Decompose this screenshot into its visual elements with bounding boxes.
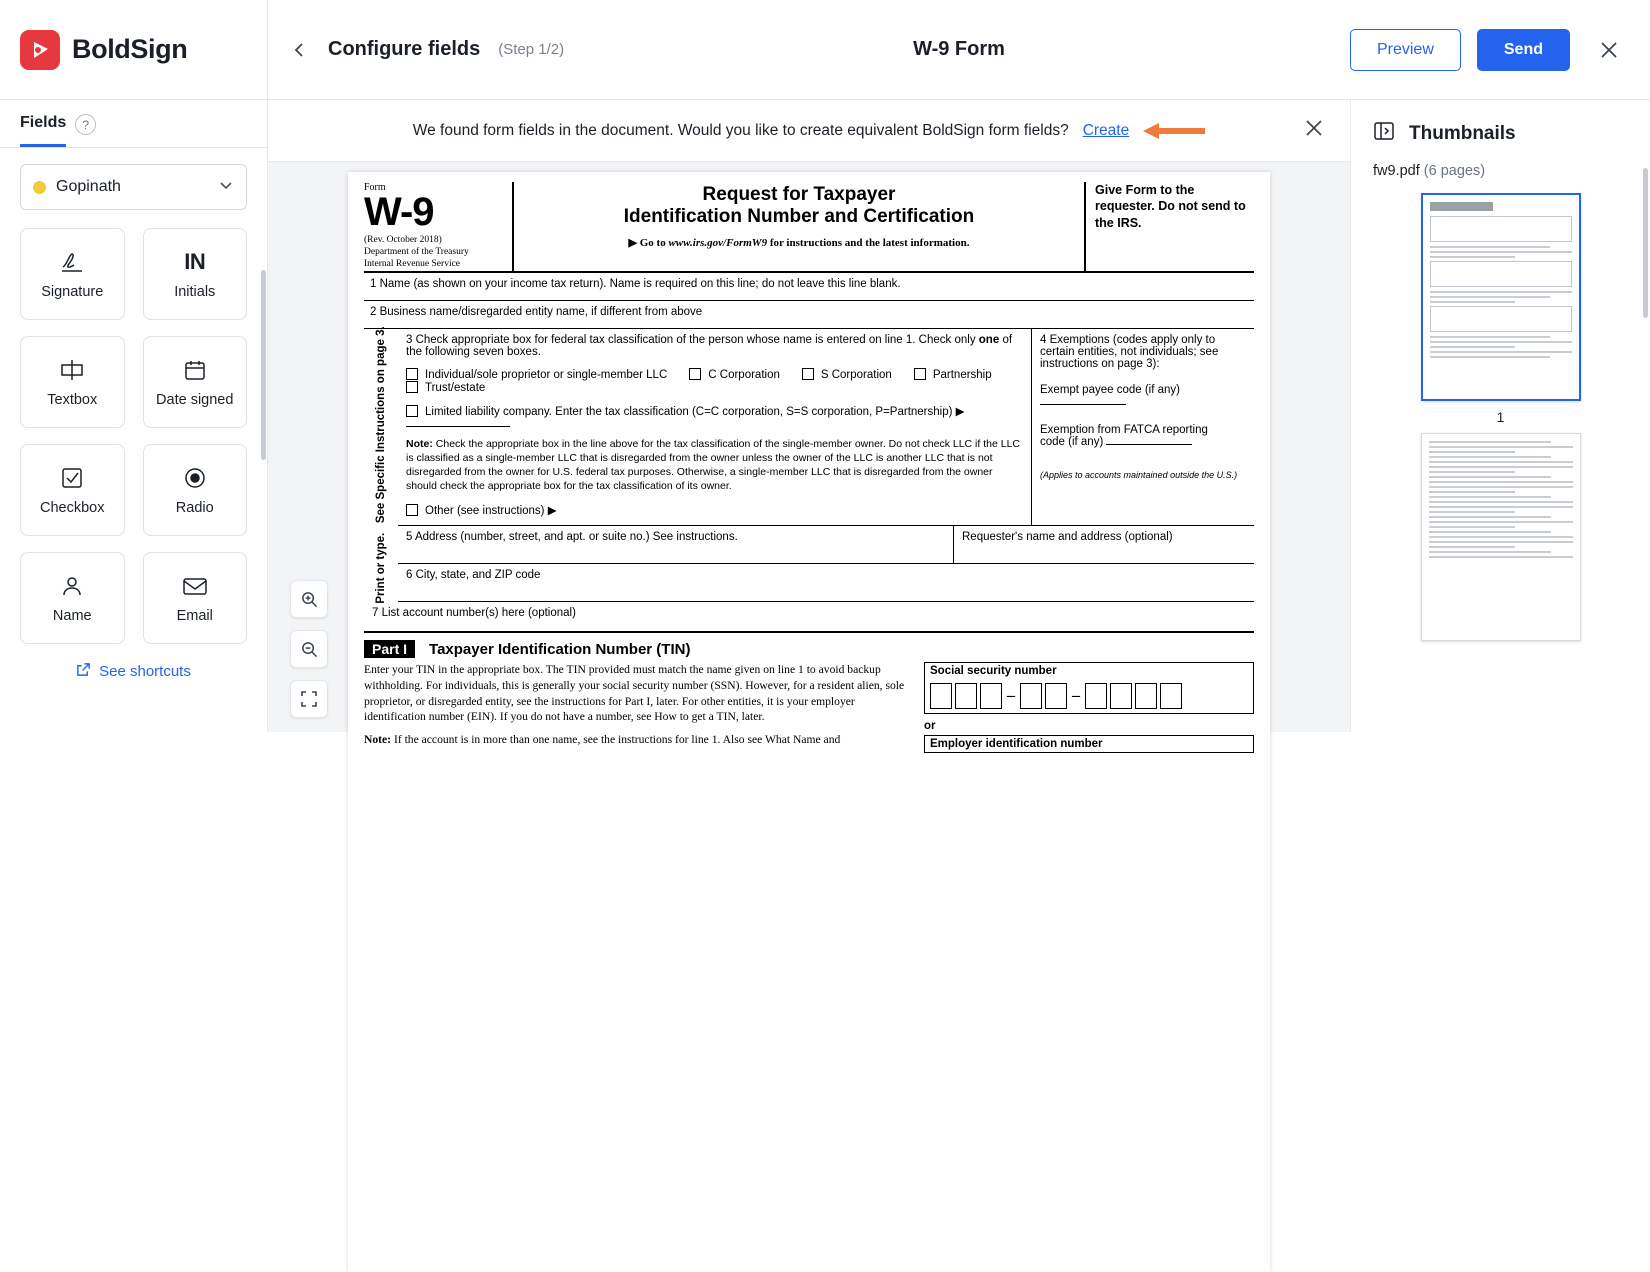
brand-name: BoldSign xyxy=(72,34,188,64)
fields-sidebar xyxy=(0,100,268,732)
part1-title: Taxpayer Identification Number (TIN) xyxy=(429,640,691,658)
field-label: Checkbox xyxy=(40,499,105,516)
thumbnails-panel-icon[interactable] xyxy=(1373,120,1395,147)
sidebar-scrollbar[interactable] xyxy=(261,270,266,460)
boldsign-logo-icon xyxy=(20,30,60,70)
w9-line-6: 6 City, state, and ZIP code xyxy=(398,564,1254,602)
checkbox-other[interactable] xyxy=(406,503,1023,517)
initials-icon: IN xyxy=(184,248,206,274)
w9-part1-body xyxy=(364,662,1254,753)
part1-text: Enter your TIN in the appropriate box. The TIN provided must match the name given on line 1 to avoid backup withholding. For individuals, this is generally your social security number (SSN). However, for a resident alien, sole proprietor, or disregarded entity, see the instructions for Part I, later. For other entities, it is your employer identification number (EIN). If you do not have a number, see How to get a TIN, later. xyxy=(364,663,905,724)
see-shortcuts-label: See shortcuts xyxy=(99,663,191,680)
vertical-note-text: Print or type. See Specific Instructions on page 3. xyxy=(375,326,387,605)
field-signature[interactable] xyxy=(20,228,125,320)
form-service: Internal Revenue Service xyxy=(364,258,461,269)
w9-line-5: 5 Address (number, street, and apt. or suite no.) See instructions. xyxy=(398,526,954,563)
page-count: (6 pages) xyxy=(1423,163,1486,179)
file-name: fw9.pdf xyxy=(1373,163,1420,179)
w9-body xyxy=(364,326,1254,605)
w9-form-id xyxy=(364,182,512,271)
line3-tail: of the following seven boxes. xyxy=(406,333,1013,358)
field-label: Initials xyxy=(174,283,216,300)
envelope-icon xyxy=(182,573,208,599)
thumbnail-page-1[interactable] xyxy=(1421,193,1581,401)
line3-bold: one xyxy=(978,333,1000,346)
notice-close-icon[interactable] xyxy=(1304,118,1324,143)
part1-note: If the account is in more than one name, see the instructions for line 1. Also see What Name and xyxy=(393,732,841,746)
ssn-label: Social security number xyxy=(924,662,1254,679)
field-label: Signature xyxy=(41,283,104,300)
form-fields-notice xyxy=(268,100,1350,162)
exempt-payee-label: Exempt payee code (if any) xyxy=(1040,383,1180,396)
person-icon xyxy=(60,573,84,599)
w9-header xyxy=(364,182,1254,273)
thumbnail-page-2[interactable] xyxy=(1421,433,1581,641)
field-name[interactable] xyxy=(20,552,125,644)
w9-vertical-note xyxy=(364,326,398,605)
external-link-icon xyxy=(76,662,91,681)
llc-note xyxy=(406,437,1023,494)
zoom-out-icon[interactable] xyxy=(290,630,328,668)
requester-address: Requester's name and address (optional) xyxy=(962,531,1173,544)
header-actions xyxy=(1350,29,1626,71)
checkbox-label: C Corporation xyxy=(708,368,780,381)
fit-screen-icon[interactable] xyxy=(290,680,328,718)
app-body xyxy=(0,100,1650,751)
field-initials[interactable] xyxy=(143,228,248,320)
llc-label: Limited liability company. Enter the tax classification (C=C corporation, S=S corporation, P=Partnership) ▶ xyxy=(425,405,965,418)
step-indicator: (Step 1/2) xyxy=(498,41,565,58)
w9-line-4 xyxy=(1032,329,1254,526)
field-label: Radio xyxy=(175,499,214,516)
signature-icon xyxy=(59,249,86,275)
signer-select[interactable] xyxy=(20,164,247,210)
checkbox-label: Individual/sole proprietor or single-member LLC xyxy=(425,368,668,381)
w9-main-block xyxy=(398,329,1254,603)
signer-name: Gopinath xyxy=(56,178,121,195)
calendar-icon xyxy=(183,357,207,383)
checkbox-individual[interactable] xyxy=(406,368,667,381)
field-radio[interactable] xyxy=(143,444,248,536)
field-label: Date signed xyxy=(156,391,234,408)
checkbox-icon xyxy=(60,465,84,491)
page-title: Configure fields xyxy=(328,38,481,60)
checkbox-llc[interactable] xyxy=(406,404,1023,430)
form-label: Form xyxy=(364,182,386,193)
or-label: or xyxy=(924,720,936,733)
w9-line-7: 7 List account number(s) here (optional) xyxy=(364,602,1254,633)
thumbnail-list xyxy=(1351,179,1650,641)
checkbox-trust-estate[interactable] xyxy=(406,381,485,394)
thumbnail-preview xyxy=(1430,202,1572,392)
textbox-icon xyxy=(59,357,85,383)
checkbox-c-corp[interactable] xyxy=(689,368,780,381)
chevron-left-icon[interactable] xyxy=(286,36,314,64)
field-checkbox[interactable] xyxy=(20,444,125,536)
form-revision: (Rev. October 2018) xyxy=(364,235,442,245)
ein-label: Employer identification number xyxy=(924,735,1254,753)
goto-url: www.irs.gov/FormW9 xyxy=(668,236,768,249)
w9-line-2: 2 Business name/disregarded entity name, if different from above xyxy=(364,301,1254,329)
document-area xyxy=(268,100,1350,751)
goto-suffix: for instructions and the latest information. xyxy=(769,236,970,249)
field-label: Textbox xyxy=(47,391,98,408)
see-shortcuts-link[interactable] xyxy=(0,662,267,681)
create-fields-link[interactable]: Create xyxy=(1082,121,1130,139)
form-title-line1: Request for Taxpayer xyxy=(702,184,896,205)
give-form-note: Give Form to the requester. Do not send to the IRS. xyxy=(1095,183,1246,230)
zoom-in-icon[interactable] xyxy=(290,580,328,618)
thumbnails-scrollbar[interactable] xyxy=(1643,168,1648,318)
thumbnail-page-number: 1 xyxy=(1496,409,1505,425)
checkbox-s-corp[interactable] xyxy=(802,368,892,381)
signer-color-dot xyxy=(33,181,46,194)
part1-tag: Part I xyxy=(364,640,415,658)
send-button[interactable]: Send xyxy=(1477,29,1570,71)
part1-note-label: Note: xyxy=(364,732,392,746)
zoom-controls xyxy=(290,580,328,718)
checkbox-label: S Corporation xyxy=(820,368,892,381)
help-icon[interactable]: ? xyxy=(75,114,96,135)
note-text: Check the appropriate box in the line above for the tax classification of the single-member owner. Do not check LLC if the LLC is classified as a single-member LLC that is disregarded from the owner unless the owner of the LLC is another LLC that is not disregarded from the owner for U.S. federal tax purposes. Otherwise, a single-member LLC that is disregarded from the owner should check the appropriate box for the tax classification of its owner. xyxy=(406,437,1021,493)
field-textbox[interactable] xyxy=(20,336,125,428)
tin-box xyxy=(924,662,1254,753)
tab-fields[interactable]: Fields xyxy=(20,114,66,147)
sidebar-tabs xyxy=(0,100,267,147)
classification-checkboxes xyxy=(406,368,1023,394)
form-number: W-9 xyxy=(364,190,434,234)
form-title-line2: Identification Number and Certification xyxy=(623,205,975,227)
brand xyxy=(0,0,268,99)
checkbox-label: Trust/estate xyxy=(425,381,486,394)
thumbnails-panel xyxy=(1350,100,1650,732)
exemptions-head: 4 Exemptions (codes apply only to certain entities, not individuals; see instructions on page 3): xyxy=(1040,333,1219,370)
chevron-down-icon xyxy=(218,177,234,198)
fatca-line-1: Exemption from FATCA reporting xyxy=(1040,423,1208,436)
field-grid xyxy=(20,228,247,644)
thumbnail-preview xyxy=(1429,441,1573,633)
page-viewport[interactable] xyxy=(268,162,1350,751)
goto-prefix: ▶ Go to xyxy=(628,236,666,249)
fatca-line-2: code (if any) xyxy=(1040,435,1104,448)
other-label: Other (see instructions) ▶ xyxy=(425,505,557,518)
app-header xyxy=(0,0,1650,100)
field-label: Email xyxy=(176,607,213,624)
field-date-signed[interactable] xyxy=(143,336,248,428)
thumbnails-file xyxy=(1351,147,1650,179)
line3-intro: 3 Check appropriate box for federal tax classification of the person whose name is entered on line 1. Check only xyxy=(406,333,976,346)
thumbnails-title: Thumbnails xyxy=(1409,122,1516,144)
arrow-left-icon xyxy=(1143,122,1205,140)
w9-line-5-row xyxy=(398,526,1254,564)
w9-title-block xyxy=(512,182,1086,271)
field-email[interactable] xyxy=(143,552,248,644)
w9-line-1: 1 Name (as shown on your income tax return). Name is required on this line; do not leave this line blank. xyxy=(364,273,1254,301)
checkbox-label: Partnership xyxy=(932,368,992,381)
applies-note: (Applies to accounts maintained outside the U.S.) xyxy=(1040,469,1238,480)
note-label: Note: xyxy=(406,437,433,450)
document-title: W-9 Form xyxy=(913,38,1005,60)
thumbnails-header xyxy=(1351,100,1650,147)
header-main xyxy=(268,0,1650,99)
w9-line-3-row xyxy=(398,329,1254,527)
radio-icon xyxy=(183,465,207,491)
checkbox-partnership[interactable] xyxy=(914,368,992,381)
field-label: Name xyxy=(52,607,92,624)
document-page-1 xyxy=(348,172,1270,1272)
preview-button[interactable]: Preview xyxy=(1350,29,1461,71)
divider xyxy=(0,147,267,148)
notice-text: We found form fields in the document. Would you like to create equivalent BoldSign form fields? xyxy=(412,121,1069,139)
w9-part1-header xyxy=(364,640,1254,658)
w9-line-3 xyxy=(398,329,1032,526)
ssn-cells[interactable]: – – xyxy=(924,679,1254,714)
close-icon[interactable] xyxy=(1592,33,1626,67)
form-dept: Department of the Treasury xyxy=(364,246,469,257)
